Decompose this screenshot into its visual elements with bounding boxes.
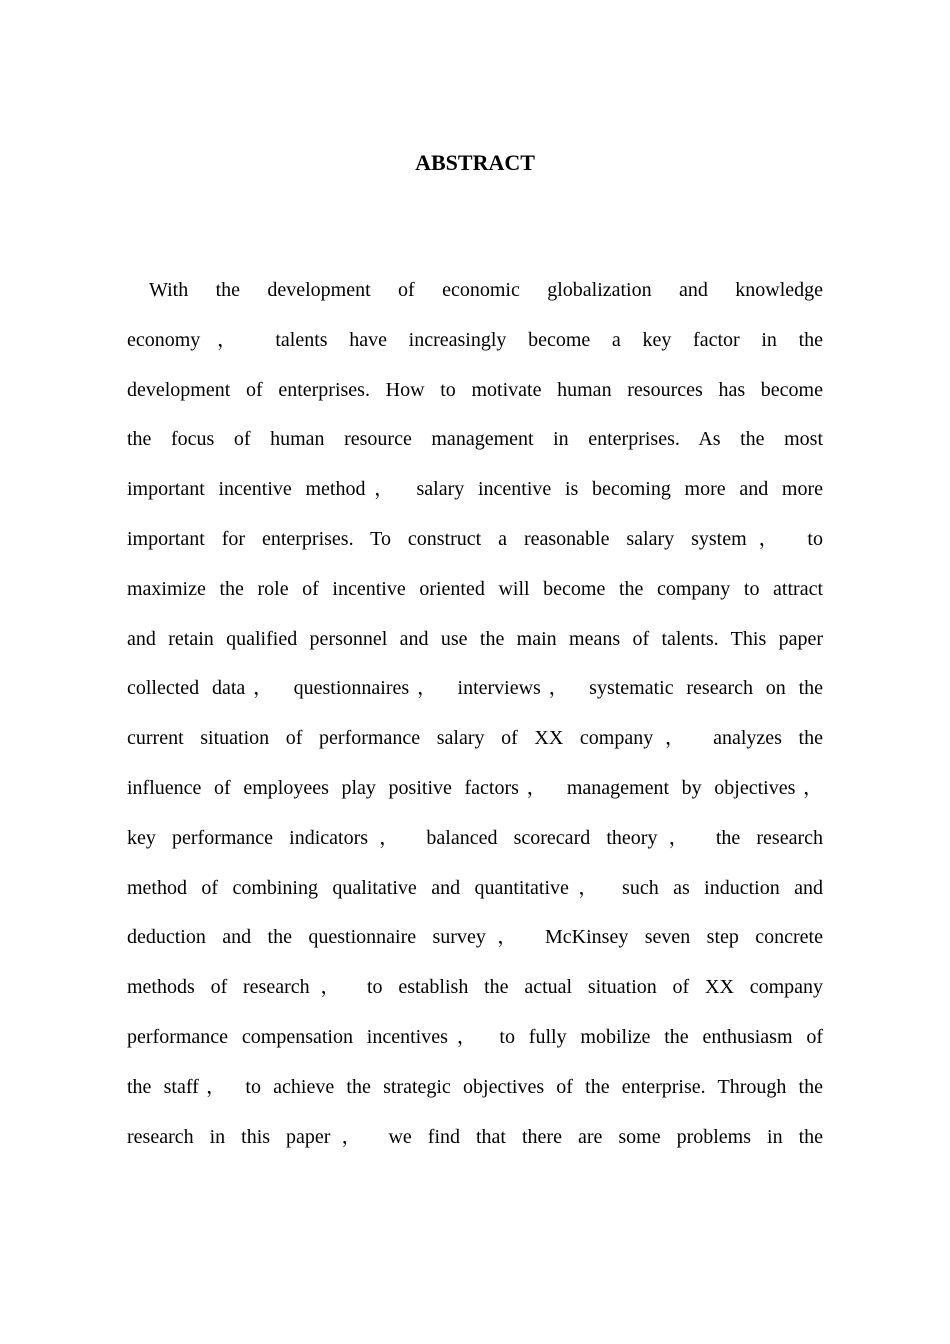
text-line: influence of employees play positive factors， management by objectives，: [127, 776, 823, 799]
text-line: key performance indicators， balanced scorecard theory， the research: [127, 826, 823, 849]
text-line: collected data， questionnaires， interviews， systematic research on the: [127, 677, 823, 700]
text-line: the focus of human resource management in enterprises. As the most: [127, 428, 823, 451]
text-line: development of enterprises. How to motivate human resources has become: [127, 378, 823, 401]
abstract-title: ABSTRACT: [415, 150, 535, 175]
text-line: maximize the role of incentive oriented will become the company to attract: [127, 577, 823, 600]
text-line: method of combining qualitative and quantitative， such as induction and: [127, 876, 823, 899]
abstract-body: [127, 266, 823, 1162]
text-line: methods of research， to establish the actual situation of XX company: [127, 976, 823, 999]
text-line: research in this paper， we find that there are some problems in the: [127, 1125, 823, 1148]
text-line: the staff， to achieve the strategic objectives of the enterprise. Through the: [127, 1075, 823, 1098]
text-line: deduction and the questionnaire survey， McKinsey seven step concrete: [127, 926, 823, 949]
text-line: and retain qualified personnel and use the main means of talents. This paper: [127, 627, 823, 650]
text-line: performance compensation incentives， to fully mobilize the enthusiasm of: [127, 1025, 823, 1048]
text-line: With the development of economic globalization and knowledge: [149, 279, 823, 301]
text-line: important for enterprises. To construct a reasonable salary system， to: [127, 527, 823, 550]
text-line: current situation of performance salary of XX company， analyzes the: [127, 727, 823, 750]
text-line: economy， talents have increasingly become a key factor in the: [127, 328, 823, 351]
text-line: important incentive method， salary incentive is becoming more and more: [127, 478, 823, 501]
